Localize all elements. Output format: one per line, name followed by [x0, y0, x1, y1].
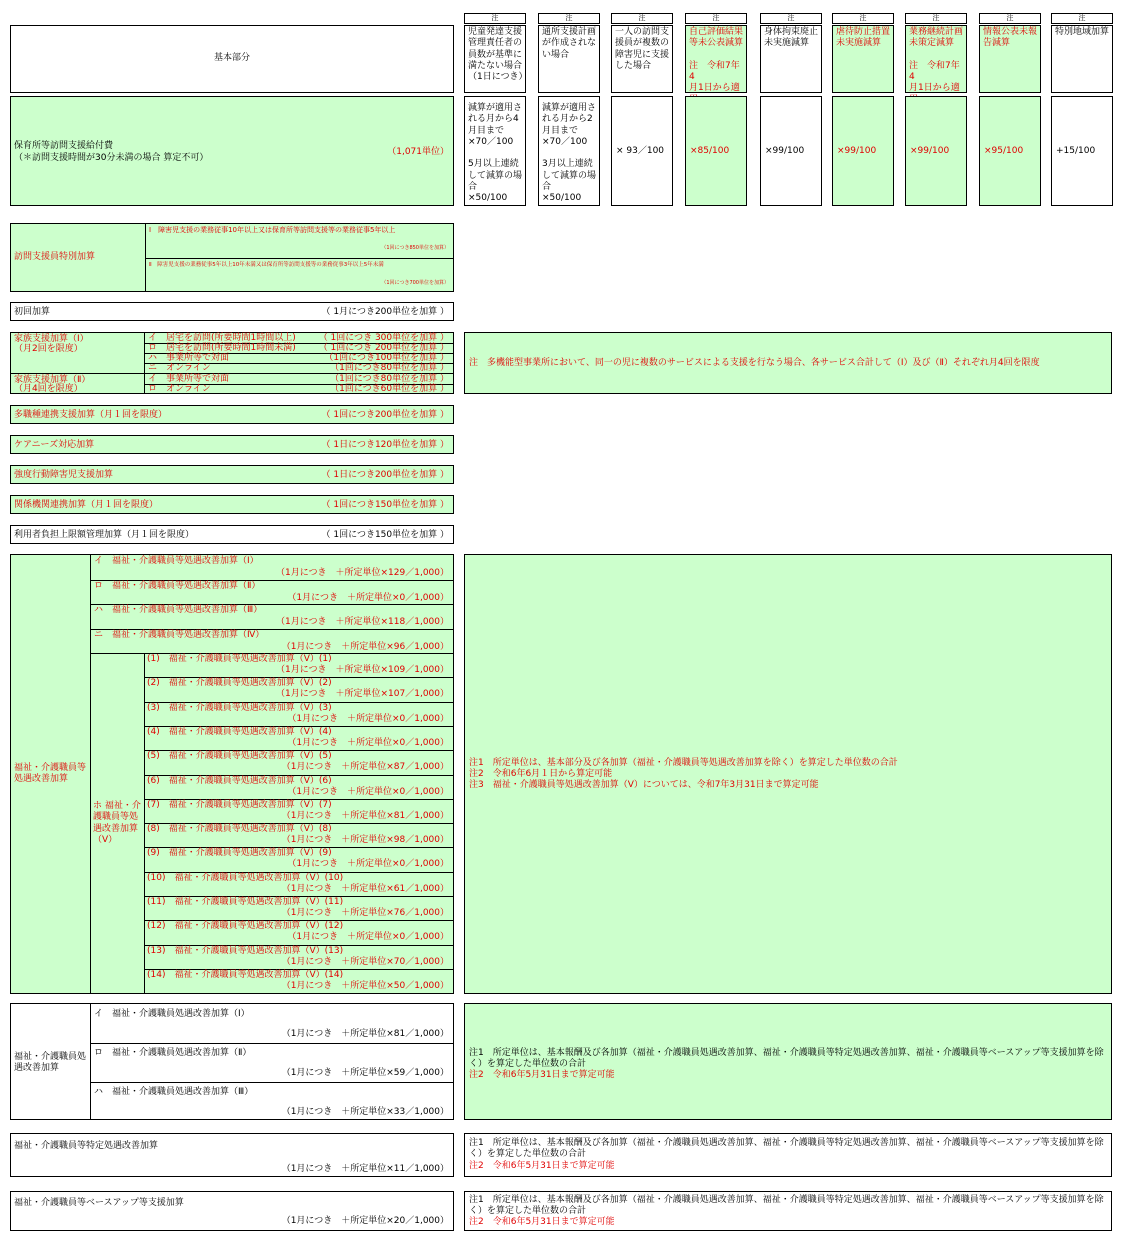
- shogu-old-divider: [90, 1043, 453, 1044]
- shogu-old-note2: 注2 令和6年5月31日まで算定可能: [469, 1070, 615, 1080]
- shogu-old-label: 福祉・介護職員処 遇改善加算: [14, 1052, 87, 1074]
- shogu-sub-text: (8) 福祉・介護職員等処遇改善加算（Ⅴ）(8): [147, 824, 332, 835]
- shogu-sub-text: (9) 福祉・介護職員等処遇改善加算（Ⅴ）(9): [147, 848, 332, 859]
- shogu-note: 注1 所定単位は、基本部分及び各加算（福祉・介護職員等処遇改善加算を除く）を算定した単位数の合計: [469, 758, 898, 768]
- base-fee-cell: [10, 96, 454, 206]
- column-header-cell: [832, 25, 894, 93]
- shogu-sub-text: (10) 福祉・介護職員等処遇改善加算（Ⅴ）(10): [147, 872, 344, 883]
- shogu-sub-text: (11) 福祉・介護職員等処遇改善加算（Ⅴ）(11): [147, 897, 344, 907]
- shogu-old-note1: 注1 所定単位は、基本報酬及び各加算（福祉・介護職員処遇改善加算、福祉・介護職員等特定処遇改善加算、福祉・介護職員等ベースアップ等支援加算を除く）を算定した単位数の合計: [469, 1048, 1104, 1070]
- simple-row: [10, 465, 454, 484]
- houmon-i-text: Ⅰ 障害児支援の業務従事10年以上又は保育所等訪問支援等の業務従事5年以上: [149, 226, 396, 234]
- shogu-old-item-unit: （1月につき ＋所定単位×81／1,000）: [281, 1029, 449, 1039]
- simple-row-label: ケアニーズ対応加算: [14, 440, 95, 450]
- column-header-text: 業務継続計画 未策定減算 注 令和7年4 月1日から適: [909, 27, 964, 94]
- shogu-item-text: ハ 福祉・介護職員等処遇改善加算（Ⅲ）: [94, 605, 263, 615]
- shokai-label: 初回加算: [14, 307, 51, 317]
- shogu-sub-unit: （1月につき ＋所定単位×109／1,000）: [275, 665, 449, 675]
- shogu-sub-text: (5) 福祉・介護職員等処遇改善加算（Ⅴ）(5): [147, 751, 332, 762]
- shogu-sub-unit: （1月につき ＋所定単位×107／1,000）: [275, 689, 449, 700]
- kazoku-row-unit: （1回につき60単位を加算 ）: [330, 384, 449, 394]
- baseup-label: 福祉・介護職員等ベースアップ等支援加算: [14, 1198, 184, 1208]
- kazoku-row-unit: （1回につき80単位を加算 ）: [330, 363, 449, 373]
- houmon-ii-text: Ⅱ 障害児支援の業務従事5年以上10年未満又は保育所等訪問支援等の業務従事3年以上5年未満: [149, 262, 384, 268]
- shogu-old-item-unit: （1月につき ＋所定単位×33／1,000）: [281, 1107, 449, 1117]
- kazoku-row-unit: （ 1回につき 300単位を加算 ）: [318, 333, 449, 343]
- shogu-sub-unit: （1月につき ＋所定単位×0／1,000）: [287, 932, 449, 943]
- shogu-item-unit: （1月につき ＋所定単位×118／1,000）: [275, 617, 449, 627]
- column-header-text: 自己評価結果 等未公表減算 注 令和7年4 月1日から適: [689, 27, 744, 94]
- column-header-cell: [538, 25, 600, 93]
- header-note: 注: [712, 14, 720, 22]
- shogu-sub-text: (1) 福祉・介護職員等処遇改善加算（Ⅴ）(1): [147, 654, 332, 664]
- shogu-sub-text: (6) 福祉・介護職員等処遇改善加算（Ⅴ）(6): [147, 775, 332, 786]
- simple-row-unit: （ 1回につき150単位を加算 ）: [321, 500, 449, 510]
- shogu-old-item-unit: （1月につき ＋所定単位×59／1,000）: [281, 1068, 449, 1078]
- kazoku-row-text: ハ 事業所等で対面: [148, 353, 230, 363]
- column-value-cell: [905, 96, 967, 206]
- shogu-old-section: [10, 1003, 454, 1120]
- column-value-cell: [760, 96, 822, 206]
- kazoku-note: 注 多機能型事業所において、同一の児に複数のサービスによる支援を行なう場合、各サービス合計して（Ⅰ）及び（Ⅱ）それぞれ月4回を限度: [469, 358, 1040, 368]
- column-header-text: 身体拘束廃止 未実施減算: [764, 27, 819, 49]
- shokai-row: [10, 302, 454, 321]
- shogu-old-note-cell: [464, 1003, 1112, 1120]
- shogu-sub-unit: （1月につき ＋所定単位×87／1,000）: [281, 762, 449, 773]
- shogu-sub-unit: （1月につき ＋所定単位×0／1,000）: [287, 713, 449, 724]
- header-note: 注: [1006, 14, 1014, 22]
- column-value-text: +15/100: [1056, 146, 1096, 156]
- shogu-sub-text: (2) 福祉・介護職員等処遇改善加算（Ⅴ）(2): [147, 678, 332, 689]
- column-value-text: 減算が適用さ れる月から2 月目まで ×70／100 3月以上連続 して減算の場 合 ×50/100: [542, 103, 597, 203]
- shogu-old-divider: [90, 1082, 453, 1083]
- tokutei-note1: 注1 所定単位は、基本報酬及び各加算（福祉・介護職員処遇改善加算、福祉・介護職員等特定処遇改善加算、福祉・介護職員等ベースアップ等支援加算を除く）を算定した単位数の合計: [469, 1138, 1104, 1160]
- shogu-sub-unit: （1月につき ＋所定単位×76／1,000）: [281, 908, 449, 918]
- houmon-ii-unit: （1回につき700単位を加算）: [381, 280, 449, 286]
- kazoku-2-limit: （月4回を限度）: [14, 384, 83, 394]
- simple-row-label: 強度行動障害児支援加算: [14, 470, 114, 480]
- shogu-item-unit: （1月につき ＋所定単位×0／1,000）: [287, 592, 449, 603]
- kazoku-row-unit: （1回につき80単位を加算 ）: [330, 374, 449, 384]
- shogu-old-item-text: イ 福祉・介護職員処遇改善加算（Ⅰ）: [94, 1009, 250, 1019]
- column-header-cell: [1051, 25, 1113, 93]
- shogu-sub-unit: （1月につき ＋所定単位×61／1,000）: [281, 883, 449, 894]
- column-value-text: ×99/100: [837, 146, 877, 156]
- shogu-note: 注2 令和6年6月１日から算定可能: [469, 769, 613, 779]
- baseup-note-cell: [464, 1191, 1112, 1231]
- column-value-cell: [1051, 96, 1113, 206]
- tokutei-note-cell: [464, 1133, 1112, 1177]
- shogu-ho-label: ホ 福祉・介 護職員等処 遇改善加算 （Ⅴ）: [93, 801, 141, 845]
- header-note: 注: [932, 14, 940, 22]
- column-value-cell: [685, 96, 747, 206]
- baseup-unit: （1月につき ＋所定単位×20／1,000）: [281, 1216, 449, 1226]
- tokutei-unit: （1月につき ＋所定単位×11／1,000）: [281, 1164, 449, 1174]
- column-value-text: ×99/100: [910, 146, 950, 156]
- kazoku-row-text: イ 事業所等で対面: [148, 374, 230, 384]
- baseup-row: [10, 1191, 454, 1231]
- shogu-sub-unit: （1月につき ＋所定単位×0／1,000）: [287, 737, 449, 748]
- simple-row-unit: （ 1日につき120単位を加算 ）: [321, 440, 449, 450]
- shogu-sub-text: (7) 福祉・介護職員等処遇改善加算（Ⅴ）(7): [147, 799, 332, 810]
- shogu-sub-unit: （1月につき ＋所定単位×0／1,000）: [287, 859, 449, 870]
- kazoku-row-unit: （ 1回につき 200単位を加算 ）: [318, 343, 449, 353]
- shogu-old-item-text: ロ 福祉・介護職員処遇改善加算（Ⅱ）: [94, 1048, 252, 1058]
- base-fee-units: （1,071単位）: [387, 147, 449, 157]
- tokutei-note2: 注2 令和6年5月31日まで算定可能: [469, 1161, 615, 1171]
- houmon-i-unit: （1回につき850単位を加算）: [381, 245, 449, 251]
- shogu-label: 福祉・介護職員等 処遇改善加算: [14, 763, 87, 785]
- column-header-text: 通所支援計画 が作成されな い場合: [542, 27, 597, 60]
- column-header-text: 児童発達支援 管理責任者の 員数が基準に 満たない場合 （1日につき）: [468, 27, 528, 82]
- column-value-text: ×99/100: [765, 146, 805, 156]
- base-fee-subtitle: （＊訪問支援時間が30分未満の場合 算定不可）: [14, 153, 209, 163]
- shogu-sub-unit: （1月につき ＋所定単位×70／1,000）: [281, 956, 449, 967]
- base-fee-title: 保育所等訪問支援給付費: [14, 141, 114, 151]
- shogu-sub-text: (13) 福祉・介護職員等処遇改善加算（Ⅴ）(13): [147, 945, 344, 956]
- column-header-cell: [905, 25, 967, 93]
- column-header-cell: [464, 25, 526, 93]
- houmon-section: [10, 223, 454, 292]
- header-note: 注: [565, 14, 573, 22]
- shogu-sub-text: (3) 福祉・介護職員等処遇改善加算（Ⅴ）(3): [147, 702, 332, 713]
- shogu-sub-text: (14) 福祉・介護職員等処遇改善加算（Ⅴ）(14): [147, 969, 344, 980]
- column-header-cell: [685, 25, 747, 93]
- header-note: 注: [859, 14, 867, 22]
- tokutei-row: [10, 1133, 454, 1177]
- simple-row: [10, 495, 454, 514]
- kazoku-section: [10, 332, 454, 394]
- shogu-sub-unit: （1月につき ＋所定単位×50／1,000）: [281, 980, 449, 991]
- simple-row-unit: （ 1回につき200単位を加算 ）: [321, 410, 449, 420]
- header-note: 注: [1078, 14, 1086, 22]
- shogu-section: [10, 554, 454, 994]
- column-value-text: ×85/100: [690, 146, 730, 156]
- shogu-item-unit: （1月につき ＋所定単位×129／1,000）: [275, 568, 449, 578]
- shokai-unit: （ 1月につき200単位を加算 ）: [321, 307, 449, 317]
- shogu-note: 注3 福祉・介護職員等処遇改善加算（Ⅴ）については、令和7年3月31日まで算定可能: [469, 780, 819, 790]
- column-header-text: 情報公表未報 告減算: [983, 27, 1038, 49]
- header-note: 注: [787, 14, 795, 22]
- simple-row: [10, 525, 454, 544]
- shogu-sub-unit: （1月につき ＋所定単位×98／1,000）: [281, 835, 449, 846]
- shogu-sub-unit: （1月につき ＋所定単位×81／1,000）: [281, 810, 449, 821]
- column-header-cell: [760, 25, 822, 93]
- simple-row-label: 多職種連携支援加算（月１回を限度）: [14, 410, 168, 420]
- shogu-item-text: イ 福祉・介護職員等処遇改善加算（Ⅰ）: [94, 556, 259, 566]
- simple-row-unit: （ 1日につき200単位を加算 ）: [321, 470, 449, 480]
- header-note: 注: [638, 14, 646, 22]
- kazoku-2-label: 家族支援加算（Ⅱ）: [14, 375, 91, 385]
- base-header-cell: [10, 25, 454, 93]
- kazoku-row-text: イ 居宅を訪問(所要時間1時間以上): [148, 333, 296, 343]
- shogu-sub-text: (4) 福祉・介護職員等処遇改善加算（Ⅴ）(4): [147, 726, 332, 737]
- simple-row-unit: （ 1回につき150単位を加算 ）: [321, 530, 449, 540]
- shogu-sub-unit: （1月につき ＋所定単位×0／1,000）: [287, 786, 449, 797]
- kazoku-1-label: 家族支援加算（Ⅰ）: [14, 334, 89, 344]
- column-header-cell: [979, 25, 1041, 93]
- shogu-item-unit: （1月につき ＋所定単位×96／1,000）: [281, 641, 449, 652]
- kazoku-note-cell: [464, 332, 1112, 394]
- column-value-text: 減算が適用さ れる月から4 月目まで ×70／100 5月以上連続 して減算の場 合 ×50/100: [468, 103, 523, 203]
- simple-row: [10, 435, 454, 454]
- shogu-old-item-text: ハ 福祉・介護職員処遇改善加算（Ⅲ）: [94, 1087, 254, 1097]
- column-value-cell: [611, 96, 673, 206]
- column-value-text: × 93／100: [616, 146, 665, 156]
- column-header-text: 一人の訪問支 援員が複数の 障害児に支援 した場合: [615, 27, 670, 71]
- column-header-cell: [611, 25, 673, 93]
- simple-row-label: 関係機関連携加算（月１回を限度）: [14, 500, 159, 510]
- column-header-text: 虐待防止措置 未実施減算: [836, 27, 891, 49]
- simple-row-label: 利用者負担上限額管理加算（月１回を限度）: [14, 530, 195, 540]
- column-value-cell: [832, 96, 894, 206]
- baseup-note1: 注1 所定単位は、基本報酬及び各加算（福祉・介護職員処遇改善加算、福祉・介護職員等特定処遇改善加算、福祉・介護職員等ベースアップ等支援加算を除く）を算定した単位数の合計: [469, 1195, 1104, 1217]
- kazoku-row-unit: （1回につき100単位を加算 ）: [324, 353, 449, 363]
- kazoku-row-text: ロ 居宅を訪問(所要時間1時間未満): [148, 343, 296, 353]
- column-value-text: ×95/100: [984, 146, 1024, 156]
- kazoku-row-text: ニ オンライン: [148, 363, 211, 373]
- kazoku-1-limit: （月2回を限度）: [14, 344, 83, 354]
- tokutei-label: 福祉・介護職員等特定処遇改善加算: [14, 1141, 159, 1151]
- shogu-note-cell: [464, 554, 1112, 994]
- houmon-label: 訪問支援員特別加算: [14, 252, 96, 262]
- column-value-cell: [538, 96, 600, 206]
- column-header-text: 特別地域加算: [1055, 27, 1110, 37]
- base-header-label: 基本部分: [213, 53, 250, 63]
- kazoku-row-text: ロ オンライン: [148, 384, 211, 394]
- header-note: 注: [491, 14, 499, 22]
- baseup-note2: 注2 令和6年5月31日まで算定可能: [469, 1217, 615, 1227]
- shogu-sub-text: (12) 福祉・介護職員等処遇改善加算（Ⅴ）(12): [147, 921, 344, 932]
- shogu-item-text: ロ 福祉・介護職員等処遇改善加算（Ⅱ）: [94, 580, 261, 591]
- column-value-cell: [464, 96, 526, 206]
- column-value-cell: [979, 96, 1041, 206]
- simple-row: [10, 405, 454, 424]
- shogu-item-text: ニ 福祉・介護職員等処遇改善加算（Ⅳ）: [94, 629, 265, 640]
